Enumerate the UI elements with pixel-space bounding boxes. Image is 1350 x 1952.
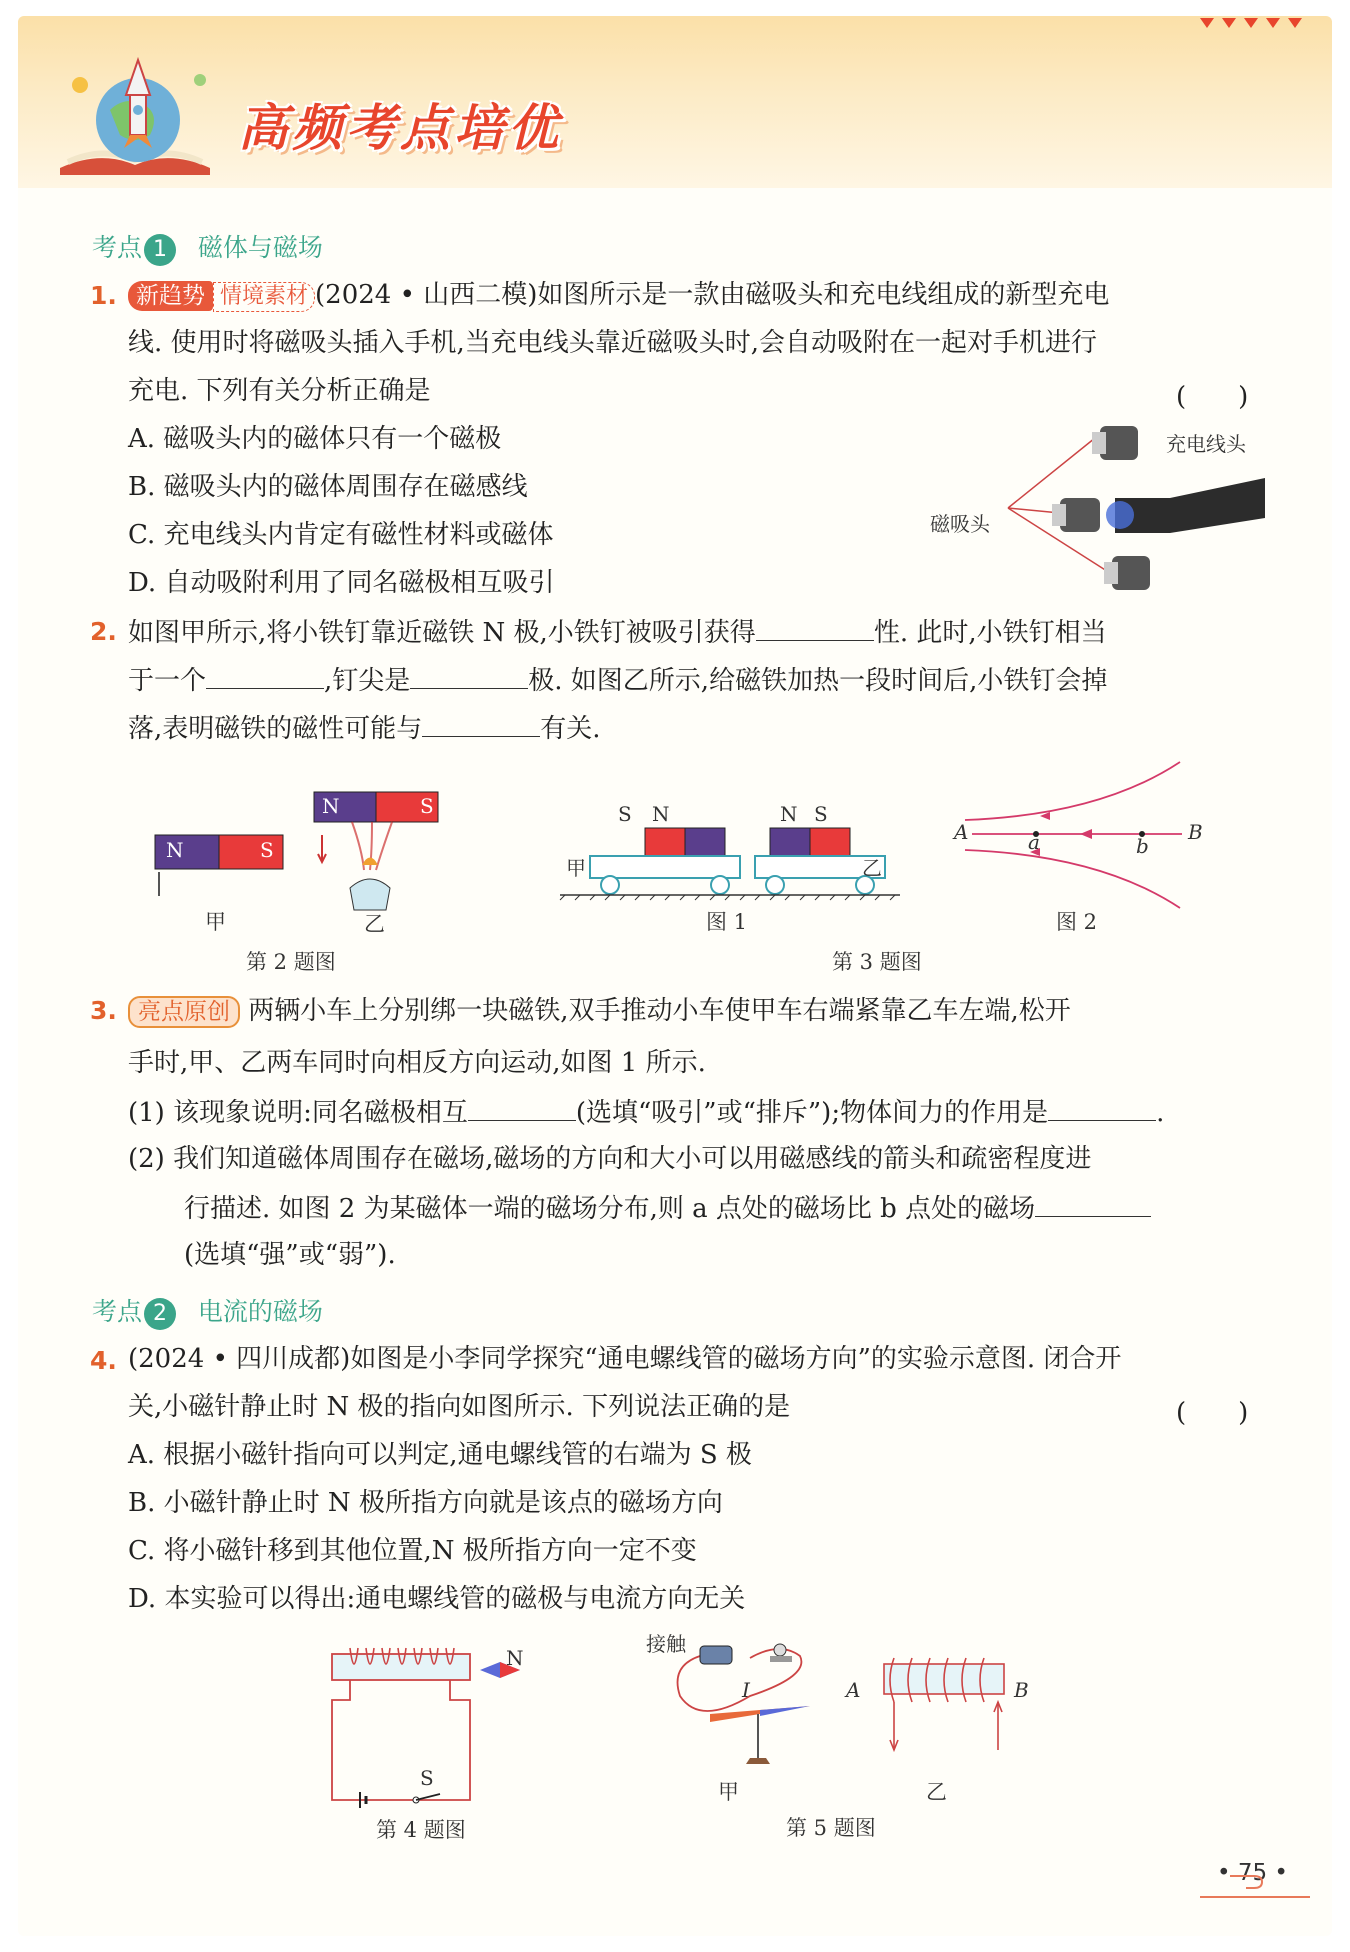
fig3-cart2-n: N — [780, 802, 798, 826]
fig3-point-b: b — [1136, 834, 1149, 858]
fig5-yi-solenoid — [864, 1650, 1024, 1760]
q4-option-b[interactable]: B. 小磁针静止时 N 极所指方向就是该点的磁场方向 — [128, 1488, 723, 1518]
fig5-current-label: I — [742, 1678, 750, 1702]
fig4-s-label: S — [420, 1766, 434, 1790]
q3-sub-2-line-1: (2) 我们知道磁体周围存在磁场,磁场的方向和大小可以用磁感线的箭头和疏密程度进 — [128, 1144, 1092, 1174]
fig2-yi-s-label: S — [420, 794, 434, 818]
q3-line-2: 手时,甲、乙两车同时向相反方向运动,如图 1 所示. — [128, 1048, 706, 1078]
q2-blank-4[interactable] — [422, 710, 540, 737]
fig3-point-A: A — [954, 820, 969, 844]
fig5-point-A: A — [846, 1678, 861, 1702]
q4-option-c[interactable]: C. 将小磁针移到其他位置,N 极所指方向一定不变 — [128, 1536, 697, 1566]
q2-line-3: 落,表明磁铁的磁性可能与 有关. — [128, 710, 601, 746]
cable-head-label: 充电线头 — [1166, 432, 1246, 456]
fig2-caption: 第 2 题图 — [246, 950, 336, 974]
fig2-jia-label: 甲 — [205, 910, 226, 934]
fig2-yi-label: 乙 — [364, 912, 385, 936]
original-highlight-tag: 亮点原创 — [128, 996, 240, 1028]
fig3-carts — [560, 820, 900, 900]
question-number-4: 4. — [90, 1346, 117, 1375]
corner-decoration — [1200, 18, 1320, 32]
page-number: • 75 • — [1216, 1860, 1288, 1886]
magnetic-head-label: 磁吸头 — [930, 512, 990, 536]
fig5-jia-oersted — [670, 1636, 820, 1776]
section-title: 电流的磁场 — [197, 1297, 323, 1326]
fig4-n-label: N — [506, 1646, 524, 1670]
q4-option-a[interactable]: A. 根据小磁针指向可以判定,通电螺线管的右端为 S 极 — [128, 1440, 752, 1470]
question-number-2: 2. — [90, 617, 117, 646]
section-heading-1 — [92, 228, 323, 266]
q2-line-2: 于一个 ,钉尖是 极. 如图乙所示,给磁铁加热一段时间后,小铁钉会掉 — [128, 662, 1107, 698]
q3-blank-3[interactable] — [1035, 1190, 1151, 1217]
q1-option-c[interactable]: C. 充电线头内肯定有磁性材料或磁体 — [128, 520, 554, 550]
section-number-badge: 2 — [144, 1298, 176, 1330]
fig5-point-B: B — [1014, 1678, 1029, 1702]
fig5-yi-label: 乙 — [926, 1780, 947, 1804]
q4-option-d[interactable]: D. 本实验可以得出:通电螺线管的磁极与电流方向无关 — [128, 1584, 746, 1614]
q4-line-1: (2024 • 四川成都)如图是小李同学探究“通电螺线管的磁场方向”的实验示意图. 闭合开 — [128, 1344, 1122, 1374]
section-title: 磁体与磁场 — [197, 233, 323, 262]
fig3-point-a: a — [1028, 830, 1040, 854]
fig2-jia-s-label: S — [260, 838, 274, 862]
fig3-jia-label: 甲 — [566, 856, 586, 880]
q3-blank-2[interactable] — [1048, 1094, 1156, 1121]
q2-blank-1[interactable] — [756, 614, 874, 641]
q1-option-a[interactable]: A. 磁吸头内的磁体只有一个磁极 — [128, 424, 502, 454]
q3-blank-1[interactable] — [468, 1094, 576, 1121]
section-heading-2 — [92, 1292, 323, 1330]
fig5-jia-label: 甲 — [718, 1780, 739, 1804]
fig5-caption: 第 5 题图 — [786, 1816, 876, 1840]
q2-blank-2[interactable] — [206, 662, 324, 689]
rocket-globe-icon — [50, 40, 220, 180]
question-number-1: 1. — [90, 281, 117, 310]
page-curl-icon — [1228, 1868, 1264, 1892]
new-trend-tag: 新趋势 — [128, 281, 213, 311]
fig3-yi-label: 乙 — [862, 856, 882, 880]
q1-option-d[interactable]: D. 自动吸附利用了同名磁极相互吸引 — [128, 568, 555, 598]
q3-sub-1: (1) 该现象说明:同名磁极相互 (选填“吸引”或“排斥”);物体间力的作用是 . — [128, 1094, 1164, 1130]
q4-line-2: 关,小磁针静止时 N 极的指向如图所示. 下列说法正确的是 — [128, 1392, 791, 1422]
fig3-fig2-label: 图 2 — [1056, 910, 1098, 934]
page-number-underline — [1200, 1896, 1310, 1898]
q1-option-b[interactable]: B. 磁吸头内的磁体周围存在磁感线 — [128, 472, 528, 502]
q3-line-1: 亮点原创 两辆小车上分别绑一块磁铁,双手推动小车使甲车右端紧靠乙车左端,松开 — [128, 994, 1071, 1028]
section-label: 考点 — [92, 1297, 143, 1326]
q2-blank-3[interactable] — [410, 662, 528, 689]
section-label: 考点 — [92, 233, 143, 262]
header-title: 高频考点培优 — [238, 99, 562, 157]
fig3-cart1-s: S — [618, 802, 632, 826]
q3-sub-2-line-3: (选填“强”或“弱”). — [184, 1240, 396, 1270]
fig3-cart2-s: S — [814, 802, 828, 826]
question-number-3: 3. — [90, 996, 117, 1025]
q1-line-2: 线. 使用时将磁吸头插入手机,当充电线头靠近磁吸头时,会自动吸附在一起对手机进行 — [128, 328, 1098, 358]
fig2-jia-n-label: N — [166, 838, 184, 862]
fig3-fig1-label: 图 1 — [706, 910, 748, 934]
fig3-cart1-n: N — [652, 802, 670, 826]
q1-answer-paren[interactable]: ( ) — [1176, 382, 1249, 412]
q1-line-3: 充电. 下列有关分析正确是 — [128, 376, 431, 406]
fig3-caption: 第 3 题图 — [832, 950, 922, 974]
fig3-field-lines — [960, 760, 1200, 910]
q1-line-1: 新趋势 情境素材 (2024 • 山西二模)如图所示是一款由磁吸头和充电线组成的新型充电 — [128, 278, 1109, 312]
fig3-point-B: B — [1188, 820, 1203, 844]
q2-line-1: 如图甲所示,将小铁钉靠近磁铁 N 极,小铁钉被吸引获得 性. 此时,小铁钉相当 — [128, 614, 1107, 650]
fig5-touch-label: 接触 — [646, 1632, 686, 1656]
fig4-caption: 第 4 题图 — [376, 1818, 466, 1842]
q4-answer-paren[interactable]: ( ) — [1176, 1398, 1249, 1428]
q3-sub-2-line-2: 行描述. 如图 2 为某磁体一端的磁场分布,则 a 点处的磁场比 b 点处的磁场 — [184, 1190, 1151, 1226]
fig2-yi-n-label: N — [322, 794, 340, 818]
context-material-tag: 情境素材 — [213, 282, 315, 312]
section-number-badge: 1 — [144, 234, 176, 266]
